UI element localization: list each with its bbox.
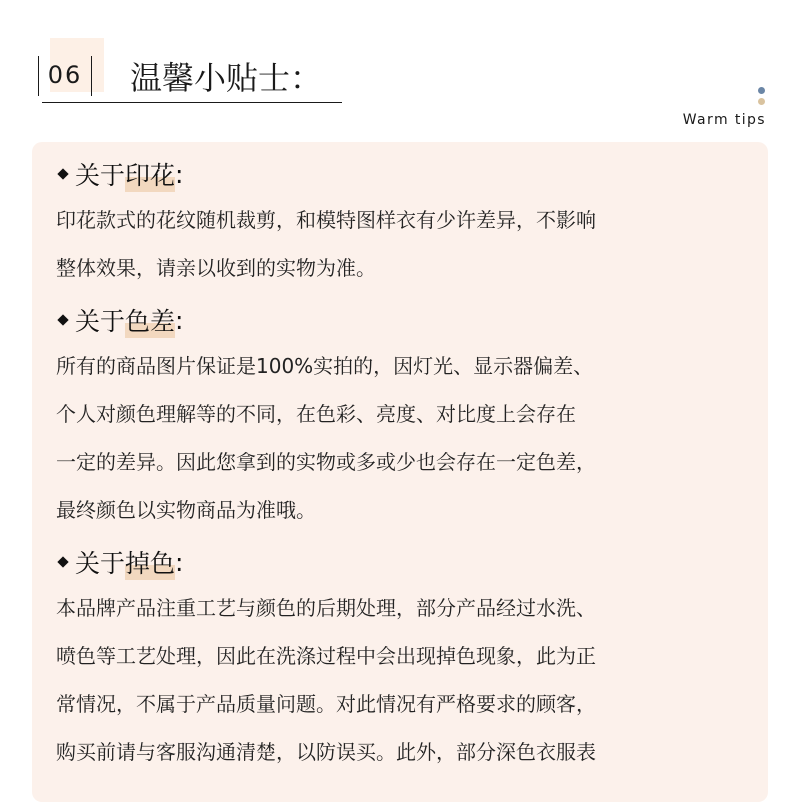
- body-line: 最终颜色以实物商品为准哦。: [56, 498, 316, 522]
- body-line: 印花款式的花纹随机裁剪，和模特图样衣有少许差异，不影响: [56, 208, 596, 232]
- section-body: [56, 584, 756, 776]
- section-body: [56, 196, 756, 292]
- section-heading: [56, 152, 756, 196]
- section-heading: [56, 298, 756, 342]
- heading-prefix: 关于: [75, 549, 126, 578]
- heading-prefix: 关于: [75, 307, 126, 336]
- body-line: 购买前请与客服沟通清楚，以防误买。此外，部分深色衣服表: [56, 740, 596, 764]
- heading-colon: :: [175, 305, 184, 335]
- body-line: 所有的商品图片保证是100%实拍的，因灯光、显示器偏差、: [56, 354, 594, 378]
- decorative-dot-beige: [758, 98, 765, 105]
- body-line: 一定的差异。因此您拿到的实物或多或少也会存在一定色差，: [56, 450, 596, 474]
- body-line: 本品牌产品注重工艺与颜色的后期处理，部分产品经过水洗、: [56, 596, 596, 620]
- heading-highlight: 掉色: [125, 544, 175, 580]
- tips-content: [56, 152, 756, 776]
- section-printing: [56, 152, 756, 292]
- body-line: 常情况，不属于产品质量问题。对此情况有严格要求的顾客，: [56, 692, 596, 716]
- body-line: 整体效果，请亲以收到的实物为准。: [56, 256, 376, 280]
- heading-highlight: 色差: [125, 302, 175, 338]
- body-line: 个人对颜色理解等的不同，在色彩、亮度、对比度上会存在: [56, 402, 576, 426]
- diamond-bullet-icon: [57, 314, 68, 325]
- section-fading: [56, 540, 756, 776]
- decorative-dot-blue: [758, 87, 765, 94]
- section-number: 06: [47, 61, 83, 89]
- heading-colon: :: [175, 159, 184, 189]
- title-underline: [42, 102, 342, 103]
- section-body: [56, 342, 756, 534]
- diamond-bullet-icon: [57, 168, 68, 179]
- page-title: 温馨小贴士：: [130, 59, 323, 97]
- english-subtitle: Warm tips: [682, 112, 766, 128]
- section-heading: [56, 540, 756, 584]
- body-line: 喷色等工艺处理，因此在洗涤过程中会出现掉色现象，此为正: [56, 644, 596, 668]
- heading-highlight: 印花: [125, 156, 175, 192]
- diamond-bullet-icon: [57, 556, 68, 567]
- heading-colon: :: [175, 547, 184, 577]
- section-color-difference: [56, 298, 756, 534]
- tips-card: [32, 142, 768, 802]
- heading-prefix: 关于: [75, 161, 126, 190]
